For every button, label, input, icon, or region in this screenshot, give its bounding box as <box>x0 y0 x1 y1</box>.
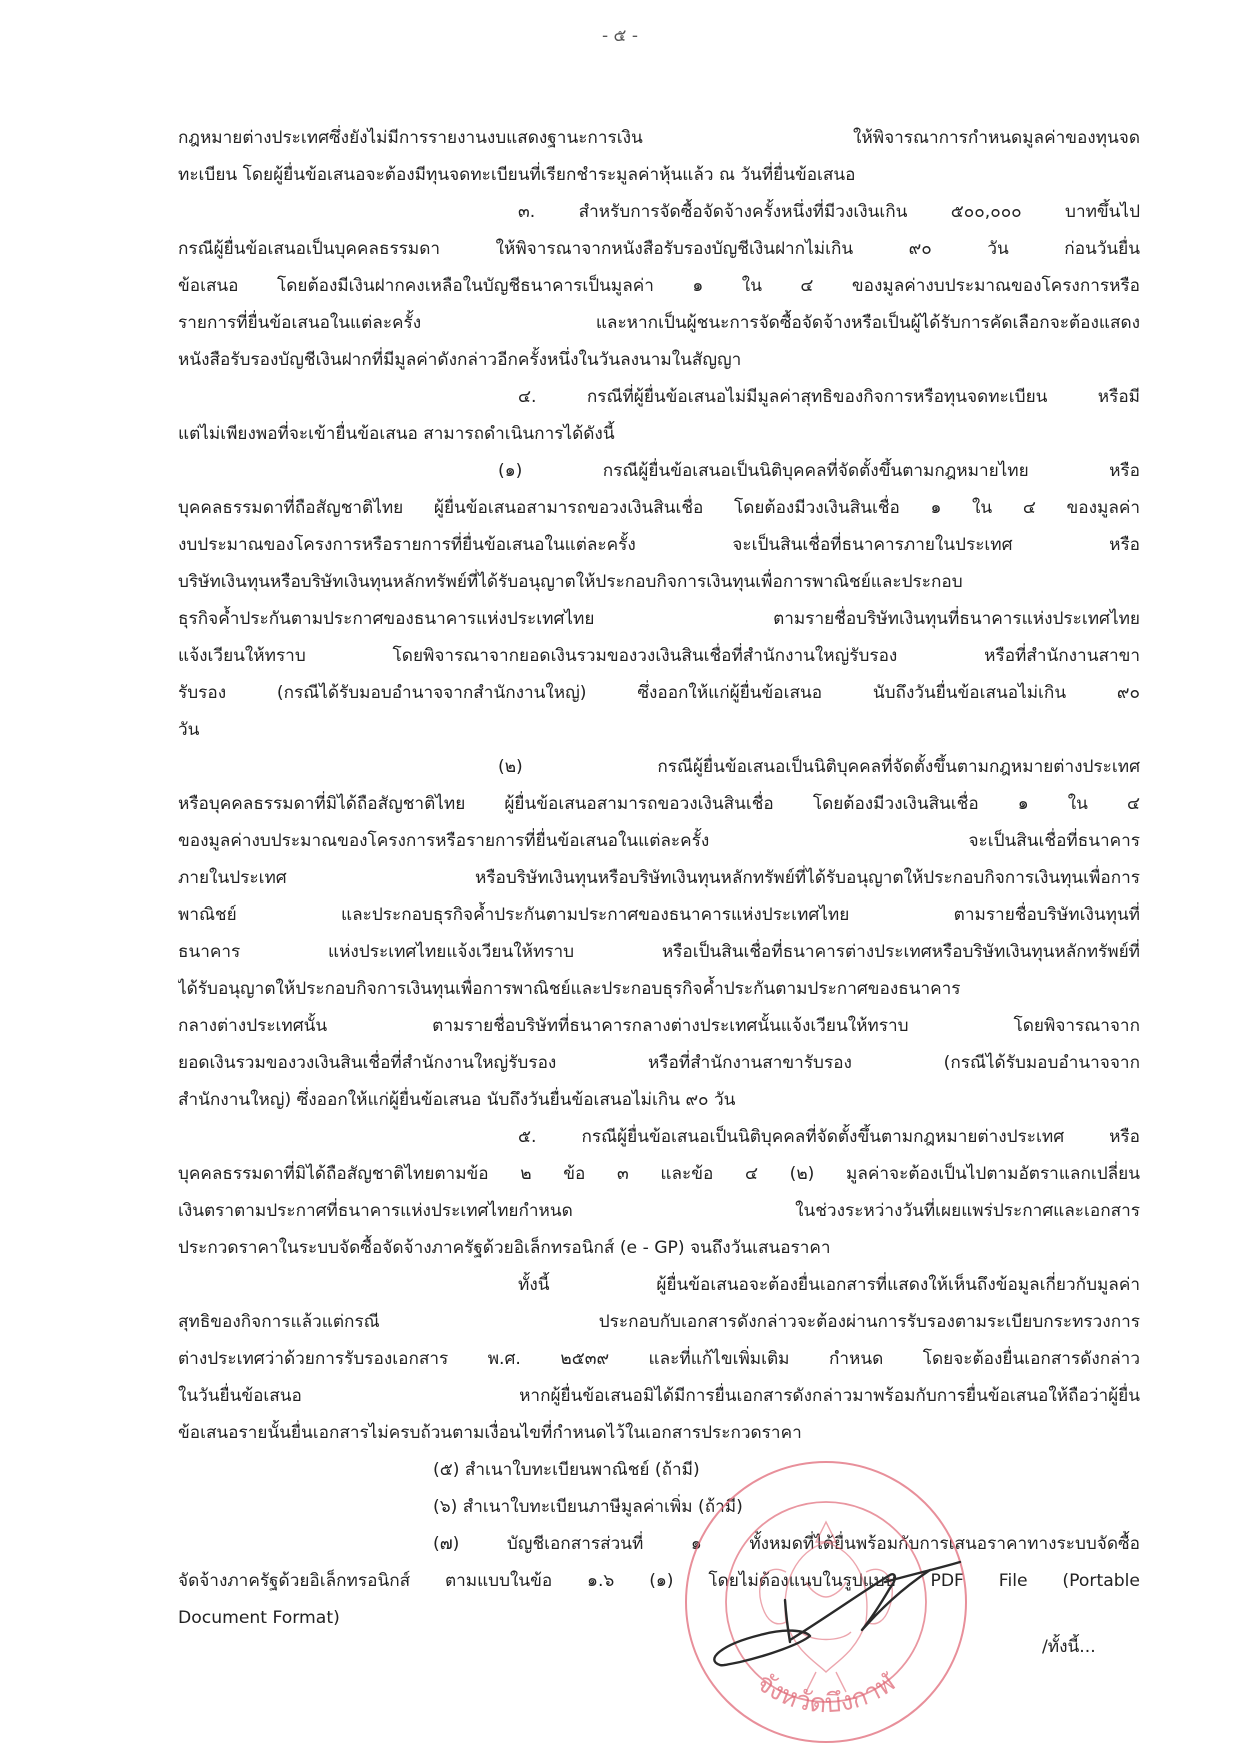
paragraph-line: พาณิชย์ และประกอบธุรกิจค้ำประกันตามประกาศของธนาคารแห่งประเทศไทย ตามรายชื่อบริษัทเงินทุนที่ <box>178 905 1140 925</box>
paragraph-line: รับรอง (กรณีได้รับมอบอำนาจจากสำนักงานใหญ่) ซึ่งออกให้แก่ผู้ยื่นข้อเสนอ นับถึงวันยื่นข้อเสนอไม่เกิน ๙๐ <box>178 683 1140 703</box>
paragraph-line: ของมูลค่างบประมาณของโครงการหรือรายการที่ยื่นข้อเสนอในแต่ละครั้ง จะเป็นสินเชื่อที่ธนาคาร <box>178 831 1140 851</box>
paragraph-line: บริษัทเงินทุนหรือบริษัทเงินทุนหลักทรัพย์ที่ได้รับอนุญาตให้ประกอบกิจการเงินทุนเพื่อการพาณิชย์และประกอบ <box>178 572 963 592</box>
paragraph-line: สำนักงานใหญ่) ซึ่งออกให้แก่ผู้ยื่นข้อเสนอ นับถึงวันยื่นข้อเสนอไม่เกิน ๙๐ วัน <box>178 1090 736 1110</box>
paragraph-line: หนังสือรับรองบัญชีเงินฝากที่มีมูลค่าดังกล่าวอีกครั้งหนึ่งในวันลงนามในสัญญา <box>178 350 742 370</box>
page-number: - ๕ - <box>602 26 638 46</box>
document-body <box>178 120 1140 1637</box>
paragraph-line: หรือบุคคลธรรมดาที่มิได้ถือสัญชาติไทย ผู้ยื่นข้อเสนอสามารถขอวงเงินสินเชื่อ โดยต้องมีวงเงินสินเชื่อ ๑ ใน ๔ <box>178 794 1140 814</box>
subsection-4-1-heading: (๑) กรณีผู้ยื่นข้อเสนอเป็นนิติบุคคลที่จัดตั้งขึ้นตามกฎหมายไทย หรือ <box>498 461 1140 481</box>
note-heading: ทั้งนี้ ผู้ยื่นข้อเสนอจะต้องยื่นเอกสารที่แสดงให้เห็นถึงข้อมูลเกี่ยวกับมูลค่า <box>518 1275 1140 1295</box>
paragraph-line: บุคคลธรรมดาที่ถือสัญชาติไทย ผู้ยื่นข้อเสนอสามารถขอวงเงินสินเชื่อ โดยต้องมีวงเงินสินเชื่อ ๑ ใน ๔ ของมูลค่า <box>178 498 1140 518</box>
paragraph-line: แจ้งเวียนให้ทราบ โดยพิจารณาจากยอดเงินรวมของวงเงินสินเชื่อที่สำนักงานใหญ่รับรอง หรือที่สำนักงานสาขา <box>178 646 1140 666</box>
paragraph-line: ธุรกิจค้ำประกันตามประกาศของธนาคารแห่งประเทศไทย ตามรายชื่อบริษัทเงินทุนที่ธนาคารแห่งประเทศไทย <box>178 609 1140 629</box>
paragraph-line: ต่างประเทศว่าด้วยการรับรองเอกสาร พ.ศ. ๒๕๓๙ และที่แก้ไขเพิ่มเติม กำหนด โดยจะต้องยื่นเอกสารดังกล่าว <box>178 1349 1140 1369</box>
continuation-marker: /ทั้งนี้... <box>1042 1637 1096 1657</box>
paragraph-line: กลางต่างประเทศนั้น ตามรายชื่อบริษัทที่ธนาคารกลางต่างประเทศนั้นแจ้งเวียนให้ทราบ โดยพิจารณาจาก <box>178 1016 1140 1036</box>
section-3-heading: ๓. สำหรับการจัดซื้อจัดจ้างครั้งหนึ่งที่มีวงเงินเกิน ๕๐๐,๐๐๐ บาทขึ้นไป <box>518 202 1140 222</box>
paragraph-line: งบประมาณของโครงการหรือรายการที่ยื่นข้อเสนอในแต่ละครั้ง จะเป็นสินเชื่อที่ธนาคารภายในประเทศ หรือ <box>178 535 1140 555</box>
svg-text:จังหวัดบึงกาฬ <box>751 1667 902 1719</box>
paragraph-line: ได้รับอนุญาตให้ประกอบกิจการเงินทุนเพื่อการพาณิชย์และประกอบธุรกิจค้ำประกันตามประกาศของธนาคาร <box>178 979 961 999</box>
section-4-heading: ๔. กรณีที่ผู้ยื่นข้อเสนอไม่มีมูลค่าสุทธิของกิจการหรือทุนจดทะเบียน หรือมี <box>518 387 1140 407</box>
list-item-6: (๖) สำเนาใบทะเบียนภาษีมูลค่าเพิ่ม (ถ้ามี) <box>433 1497 743 1517</box>
list-item-5: (๕) สำเนาใบทะเบียนพาณิชย์ (ถ้ามี) <box>433 1460 700 1480</box>
paragraph-line: รายการที่ยื่นข้อเสนอในแต่ละครั้ง และหากเป็นผู้ชนะการจัดซื้อจัดจ้างหรือเป็นผู้ได้รับการคัดเลือกจะต้องแสดง <box>178 313 1140 333</box>
paragraph-line: บุคคลธรรมดาที่มิได้ถือสัญชาติไทยตามข้อ ๒ ข้อ ๓ และข้อ ๔ (๒) มูลค่าจะต้องเป็นไปตามอัตราแลกเปลี่ยน <box>178 1164 1140 1184</box>
paragraph-line: กฎหมายต่างประเทศซึ่งยังไม่มีการรายงานงบแสดงฐานะการเงิน ให้พิจารณาการกำหนดมูลค่าของทุนจด <box>178 128 1140 148</box>
seal-text: จังหวัดบึงกาฬ <box>750 1667 902 1720</box>
subsection-4-2-heading: (๒) กรณีผู้ยื่นข้อเสนอเป็นนิติบุคคลที่จัดตั้งขึ้นตามกฎหมายต่างประเทศ <box>498 757 1140 777</box>
paragraph-line: ข้อเสนอ โดยต้องมีเงินฝากคงเหลือในบัญชีธนาคารเป็นมูลค่า ๑ ใน ๔ ของมูลค่างบประมาณของโครงการหรือ <box>178 276 1140 296</box>
paragraph-line: ในวันยื่นข้อเสนอ หากผู้ยื่นข้อเสนอมิได้มีการยื่นเอกสารดังกล่าวมาพร้อมกับการยื่นข้อเสนอให้ถือว่าผู้ยื่น <box>178 1386 1140 1406</box>
paragraph-line: Document Format) <box>178 1608 340 1628</box>
paragraph-line: เงินตราตามประกาศที่ธนาคารแห่งประเทศไทยกำหนด ในช่วงระหว่างวันที่เผยแพร่ประกาศและเอกสาร <box>178 1201 1140 1221</box>
paragraph-line: ยอดเงินรวมของวงเงินสินเชื่อที่สำนักงานใหญ่รับรอง หรือที่สำนักงานสาขารับรอง (กรณีได้รับมอบอำนาจจาก <box>178 1053 1140 1073</box>
paragraph-line: ประกวดราคาในระบบจัดซื้อจัดจ้างภาครัฐด้วยอิเล็กทรอนิกส์ (e - GP) จนถึงวันเสนอราคา <box>178 1238 831 1258</box>
paragraph-line: แต่ไม่เพียงพอที่จะเข้ายื่นข้อเสนอ สามารถดำเนินการได้ดังนี้ <box>178 424 615 444</box>
paragraph-line: ภายในประเทศ หรือบริษัทเงินทุนหรือบริษัทเงินทุนหลักทรัพย์ที่ได้รับอนุญาตให้ประกอบกิจการเงินทุนเพื่อการ <box>178 868 1140 888</box>
paragraph-line: วัน <box>178 720 200 740</box>
paragraph-line: ธนาคาร แห่งประเทศไทยแจ้งเวียนให้ทราบ หรือเป็นสินเชื่อที่ธนาคารต่างประเทศหรือบริษัทเงินทุนหลักทรัพย์ที่ <box>178 942 1140 962</box>
list-item-7: (๗) บัญชีเอกสารส่วนที่ ๑ ทั้งหมดที่ได้ยื่นพร้อมกับการเสนอราคาทางระบบจัดซื้อ <box>433 1534 1140 1554</box>
paragraph-line: ทะเบียน โดยผู้ยื่นข้อเสนอจะต้องมีทุนจดทะเบียนที่เรียกชำระมูลค่าหุ้นแล้ว ณ วันที่ยื่นข้อเสนอ <box>178 165 856 185</box>
paragraph-line: สุทธิของกิจการแล้วแต่กรณี ประกอบกับเอกสารดังกล่าวจะต้องผ่านการรับรองตามระเบียบกระทรวงการ <box>178 1312 1140 1332</box>
paragraph-line: จัดจ้างภาครัฐด้วยอิเล็กทรอนิกส์ ตามแบบในข้อ ๑.๖ (๑) โดยไม่ต้องแนบในรูปแบบ PDF File (Portable <box>178 1571 1140 1591</box>
section-5-heading: ๕. กรณีผู้ยื่นข้อเสนอเป็นนิติบุคคลที่จัดตั้งขึ้นตามกฎหมายต่างประเทศ หรือ <box>518 1127 1140 1147</box>
paragraph-line: กรณีผู้ยื่นข้อเสนอเป็นบุคคลธรรมดา ให้พิจารณาจากหนังสือรับรองบัญชีเงินฝากไม่เกิน ๙๐ วัน ก่อนวันยื่น <box>178 239 1140 259</box>
paragraph-line: ข้อเสนอรายนั้นยื่นเอกสารไม่ครบถ้วนตามเงื่อนไขที่กำหนดไว้ในเอกสารประกวดราคา <box>178 1423 802 1443</box>
